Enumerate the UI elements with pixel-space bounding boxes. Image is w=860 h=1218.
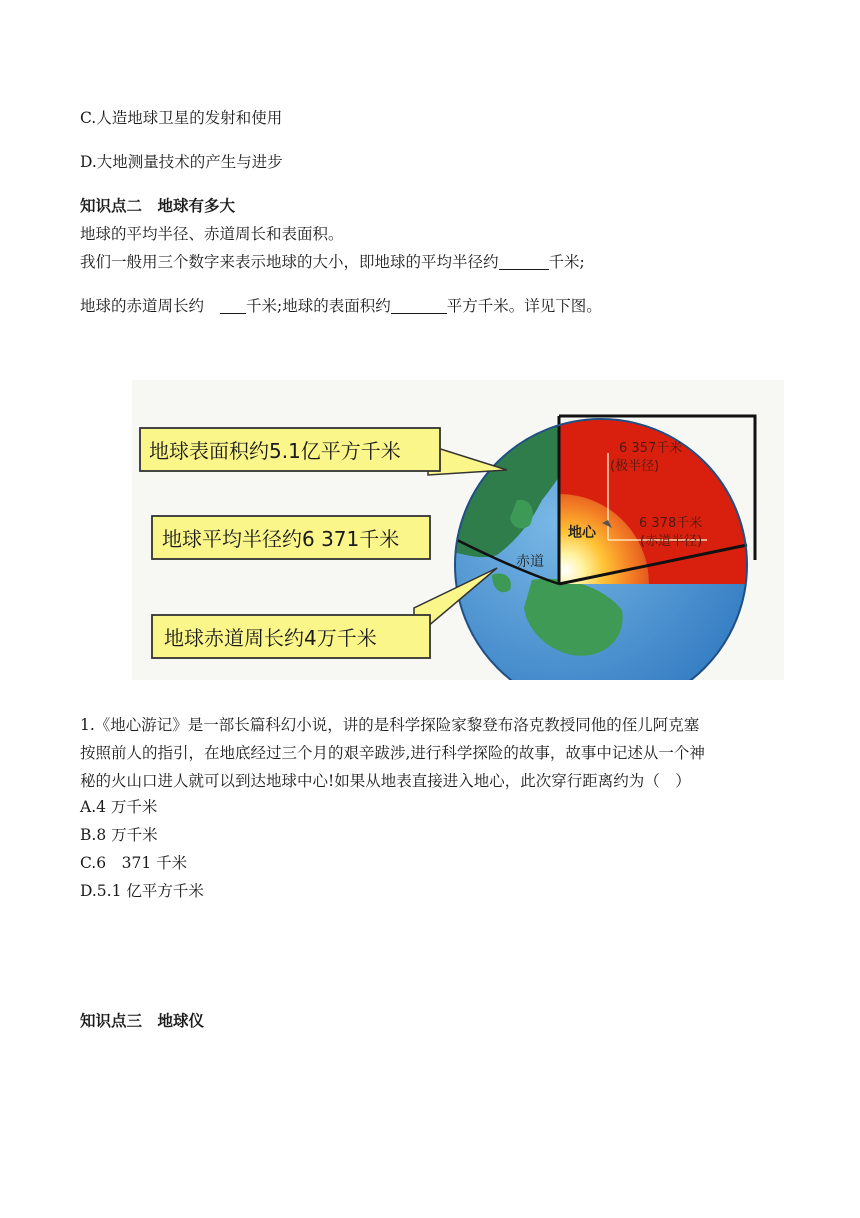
sentence2-text-b: 千米;地球的表面积约: [246, 297, 391, 315]
earth-size-figure: [132, 380, 784, 680]
question1-line2: 按照前人的指引，在地底经过三个月的艰辛跋涉,进行科学探险的故事，故事中记述从一个神: [80, 744, 705, 762]
question1-option-b: B.8 万千米: [80, 826, 158, 844]
blank-equator[interactable]: [220, 297, 246, 314]
option-d-prev: D.大地测量技术的产生与进步: [80, 153, 283, 171]
section3-title: 知识点三 地球仪: [80, 1011, 205, 1030]
option-c-prev: C.人造地球卫星的发射和使用: [80, 109, 283, 127]
mean-radius-text: 地球平均半径约6 371千米: [162, 527, 400, 551]
equator-label: 赤道: [516, 554, 544, 570]
sentence1-text-b: 千米;: [548, 253, 585, 271]
equatorial-radius-note: (赤道半径): [640, 534, 703, 549]
surface-area-text: 地球表面积约5.1亿平方千米: [149, 439, 401, 463]
equatorial-radius-value: 6 378千米: [639, 516, 703, 531]
question1-option-c: C.6 371 千米: [80, 854, 188, 872]
earth-center-label: 地心: [568, 525, 596, 541]
sentence2-text-c: 平方千米。详见下图。: [446, 297, 602, 315]
blank-area[interactable]: [391, 297, 447, 314]
polar-radius-value: 6 357千米: [619, 441, 683, 456]
section2-title: 知识点二 地球有多大: [80, 196, 236, 215]
question1-line1: 1.《地心游记》是一部长篇科幻小说，讲的是科学探险家黎登布洛克教授同他的侄儿阿克塞: [80, 716, 700, 734]
question1-option-a: A.4 万千米: [80, 798, 158, 816]
mean-radius-callout: [152, 516, 430, 559]
sentence2-text-a: 地球的赤道周长约: [80, 297, 205, 315]
equator-circumference-text: 地球赤道周长约4万千米: [164, 626, 377, 650]
section2-sentence1: [80, 252, 585, 272]
section2-sentence2: [80, 296, 602, 316]
blank-radius[interactable]: [499, 253, 549, 270]
section2-intro: 地球的平均半径、赤道周长和表面积。: [80, 225, 344, 243]
polar-radius-note: (极半径): [610, 459, 660, 474]
sentence1-text-a: 我们一般用三个数字来表示地球的大小，即地球的平均半径约: [80, 253, 499, 271]
question1-option-d: D.5.1 亿平方千米: [80, 882, 204, 900]
question1-line3: 秘的火山口进人就可以到达地球中心!如果从地表直接进入地心，此次穿行距离约为（ ）: [80, 772, 691, 790]
